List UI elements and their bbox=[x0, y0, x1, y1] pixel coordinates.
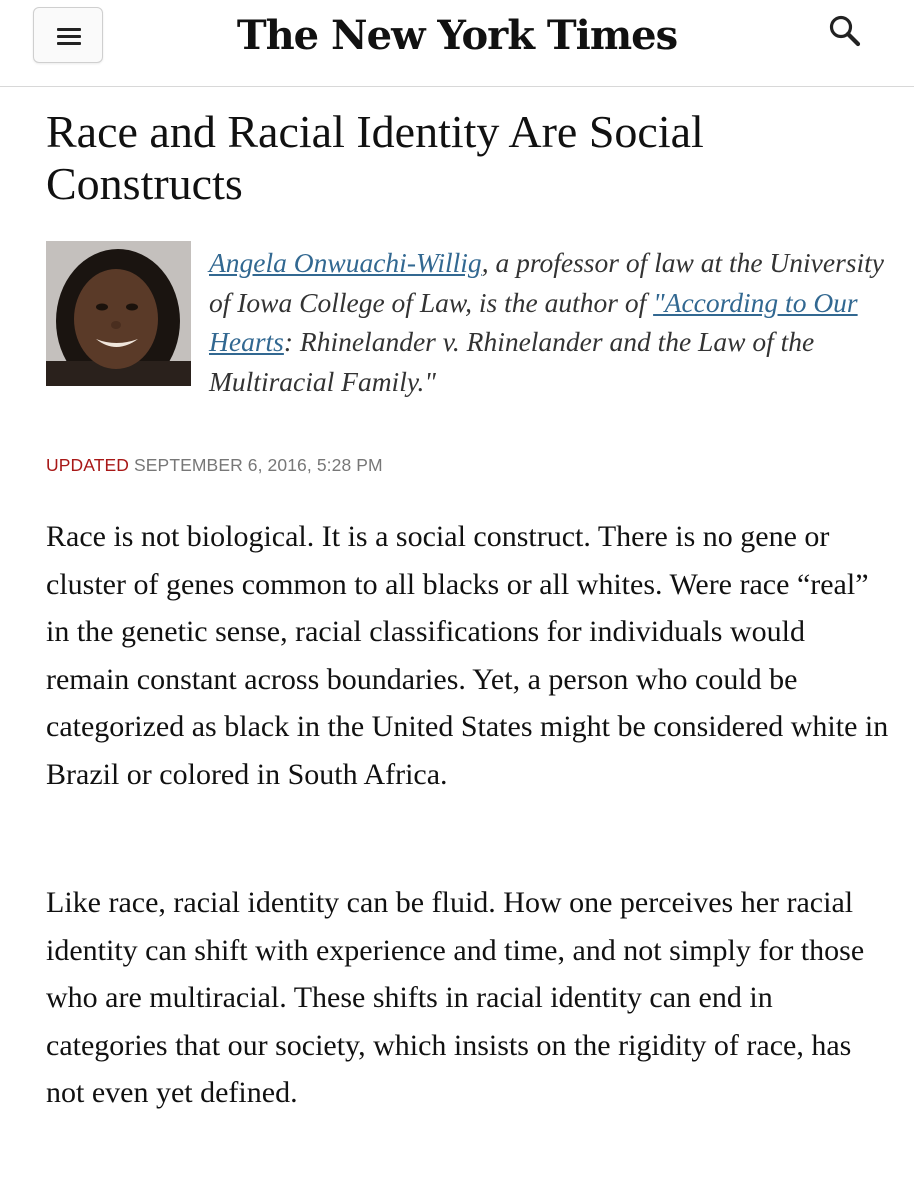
hamburger-menu-icon-bar bbox=[57, 35, 81, 38]
article-paragraph-1: Race is not biological. It is a social construct. There is no gene or cluster of genes common to all blacks or all whites. Were race “real” in the genetic sense, racial classifications for individuals would remain constant across boundaries. Yet, a person who could be categorized as black in the United States might be considered white in Brazil or colored in South Africa. bbox=[46, 520, 889, 791]
menu-button[interactable] bbox=[33, 7, 103, 63]
author-portrait-image bbox=[46, 241, 191, 386]
author-bio bbox=[209, 243, 889, 401]
hamburger-menu-icon bbox=[57, 28, 81, 31]
article-headline: Race and Racial Identity Are Social Constructs bbox=[46, 106, 704, 209]
search-button[interactable] bbox=[828, 14, 862, 48]
search-icon bbox=[828, 14, 862, 48]
author-bio-text-end: : Rhinelander v. Rhinelander and the Law of the Multiracial Family." bbox=[209, 326, 815, 397]
author-bio-text: , a professor of law at the University of Iowa College of Law, is the author of bbox=[209, 247, 884, 318]
hamburger-menu-icon-bar bbox=[57, 42, 81, 45]
article-dateline bbox=[46, 455, 383, 476]
book-title-link[interactable]: "According to Our Hearts bbox=[209, 286, 858, 357]
site-logo[interactable]: The New York Times bbox=[236, 12, 678, 59]
author-photo bbox=[46, 241, 191, 386]
updated-label: UPDATED bbox=[46, 455, 130, 475]
article-paragraph-2: Like race, racial identity can be fluid. How one perceives her racial identity can shift with experience and time, and not simply for those who are multiracial. These shifts in racial identity can end in categories that our society, which insists on the rigidity of race, has not even yet defined. bbox=[46, 886, 865, 1109]
author-name-link[interactable]: Angela Onwuachi-Willig bbox=[209, 247, 482, 278]
updated-date: SEPTEMBER 6, 2016, 5:28 PM bbox=[134, 455, 383, 475]
site-header bbox=[0, 0, 914, 87]
